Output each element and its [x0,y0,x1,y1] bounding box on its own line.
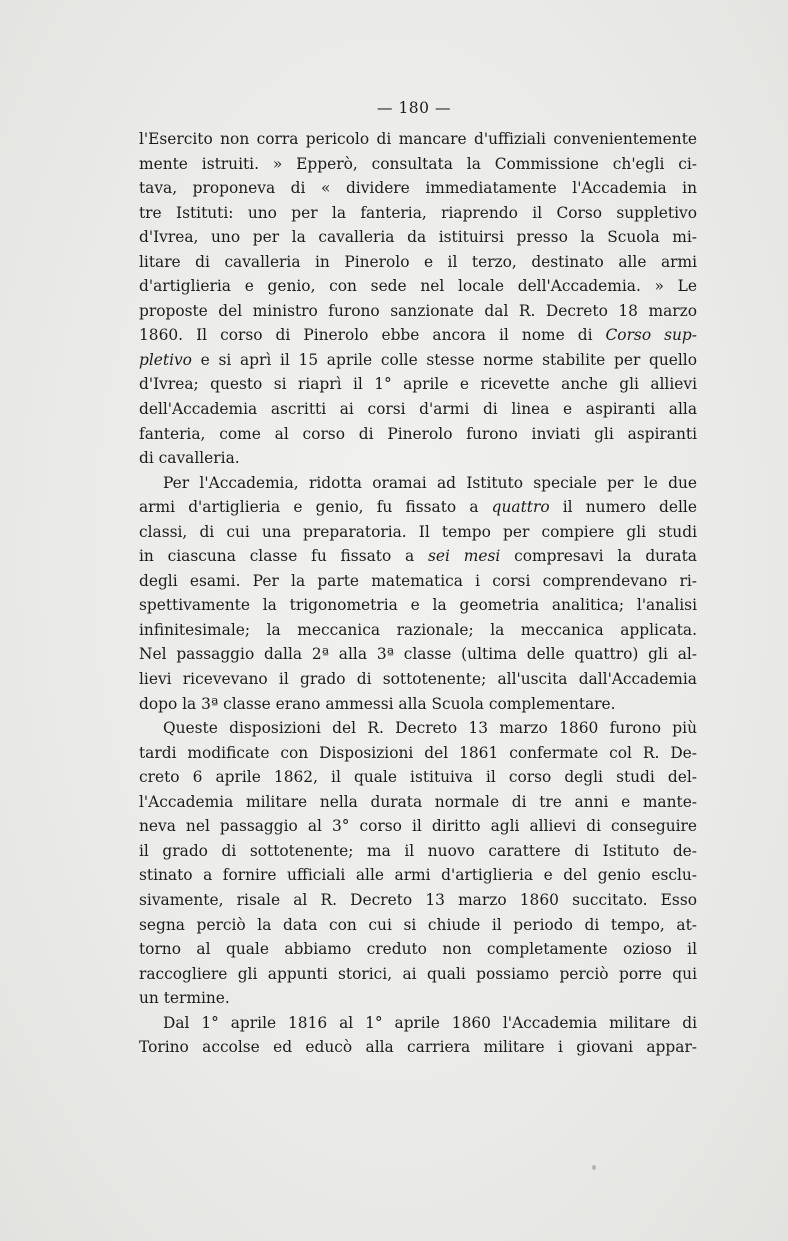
page-number: — 180 — [377,99,451,117]
text-segment: 1860. Il corso di Pinerolo ebbe ancora il nome di [139,326,593,345]
text-line: Queste disposizioni del R. Decreto 13 marzo 1860 furono più [163,719,697,738]
text-line: un termine. [139,989,230,1008]
text-line [139,544,697,569]
text-segment: in ciascuna classe fu fissato a [139,547,415,566]
text-line: torno al quale abbiamo creduto non completamente ozioso il [139,940,697,959]
text-segment: armi d'artiglieria e genio, fu fissato a [139,498,479,517]
text-line: infinitesimale; la meccanica razionale; la meccanica applicata. [139,620,697,639]
text-line [139,323,697,348]
text-line: l'Esercito non corra pericolo di mancare d'uffiziali convenientemente [139,130,697,148]
text-line: tardi modificate con Disposizioni del 1861 confermate col R. De- [139,743,697,762]
text-line: tava, proponeva di « dividere immediatamente l'Accademia in [139,179,697,198]
text-line: l'Accademia militare nella durata normale di tre anni e mante- [139,792,697,811]
text-line: spettivamente la trigonometria e la geometria analitica; l'analisi [139,596,697,615]
text-line [139,495,697,520]
text-line: litare di cavalleria in Pinerolo e il terzo, destinato alle armi [139,252,697,271]
text-segment: compresavi la durata [514,547,697,566]
text-line: degli esami. Per la parte matematica i corsi comprendevano ri- [139,571,697,590]
text-line: proposte del ministro furono sanzionate dal R. Decreto 18 marzo [139,301,697,320]
text-line: tre Istituti: uno per la fanteria, riaprendo il Corso suppletivo [139,203,697,222]
body-text [139,127,697,1060]
text-line: lievi ricevevano il grado di sottotenente; all'uscita dall'Accademia [139,670,697,689]
text-line: Torino accolse ed educò alla carriera militare i giovani appar- [139,1038,697,1057]
text-line: Nel passaggio dalla 2ª alla 3ª classe (ultima delle quattro) gli al- [139,645,697,664]
text-line: mente istruiti. » Epperò, consultata la Commissione ch'egli ci- [139,154,697,173]
text-line: di cavalleria. [139,449,240,468]
text-segment: il numero delle [562,498,697,517]
text-line [139,348,697,373]
text-line: d'artiglieria e genio, con sede nel locale dell'Accademia. » Le [139,277,697,296]
text-line: raccogliere gli appunti storici, ai quali possiamo perciò porre qui [139,964,697,983]
italic-term: pletivo [139,350,192,369]
italic-term: sei mesi [428,547,501,566]
text-line: d'Ivrea; questo si riaprì il 1° aprile e ricevette anche gli allievi [139,375,697,394]
text-line: il grado di sottotenente; ma il nuovo carattere di Istituto de- [139,841,697,860]
text-line: dopo la 3ª classe erano ammessi alla Scuola complementare. [139,694,616,713]
text-line: creto 6 aprile 1862, il quale istituiva il corso degli studi del- [139,768,697,787]
text-line: segna perciò la data con cui si chiude il periodo di tempo, at- [139,915,697,934]
text-line: Dal 1° aprile 1816 al 1° aprile 1860 l'Accademia militare di [163,1013,697,1032]
text-line: Per l'Accademia, ridotta oramai ad Istituto speciale per le due [163,473,697,492]
text-line: fanteria, come al corso di Pinerolo furono inviati gli aspiranti [139,424,697,443]
text-line: stinato a fornire ufficiali alle armi d'artiglieria e del genio esclu- [139,866,697,885]
text-line: neva nel passaggio al 3° corso il diritto agli allievi di conseguire [139,817,697,836]
text-line: dell'Accademia ascritti ai corsi d'armi di linea e aspiranti alla [139,400,697,419]
scan-speck [592,1165,596,1170]
text-line: classi, di cui una preparatoria. Il tempo per compiere gli studi [139,522,697,541]
text-line: sivamente, risale al R. Decreto 13 marzo 1860 succitato. Esso [139,890,697,909]
italic-term: Corso sup- [605,326,697,345]
text-segment: e si aprì il 15 aprile colle stesse norme stabilite per quello [200,350,697,369]
text-line: d'Ivrea, uno per la cavalleria da istituirsi presso la Scuola mi- [139,228,697,247]
italic-term: quattro [491,498,550,517]
